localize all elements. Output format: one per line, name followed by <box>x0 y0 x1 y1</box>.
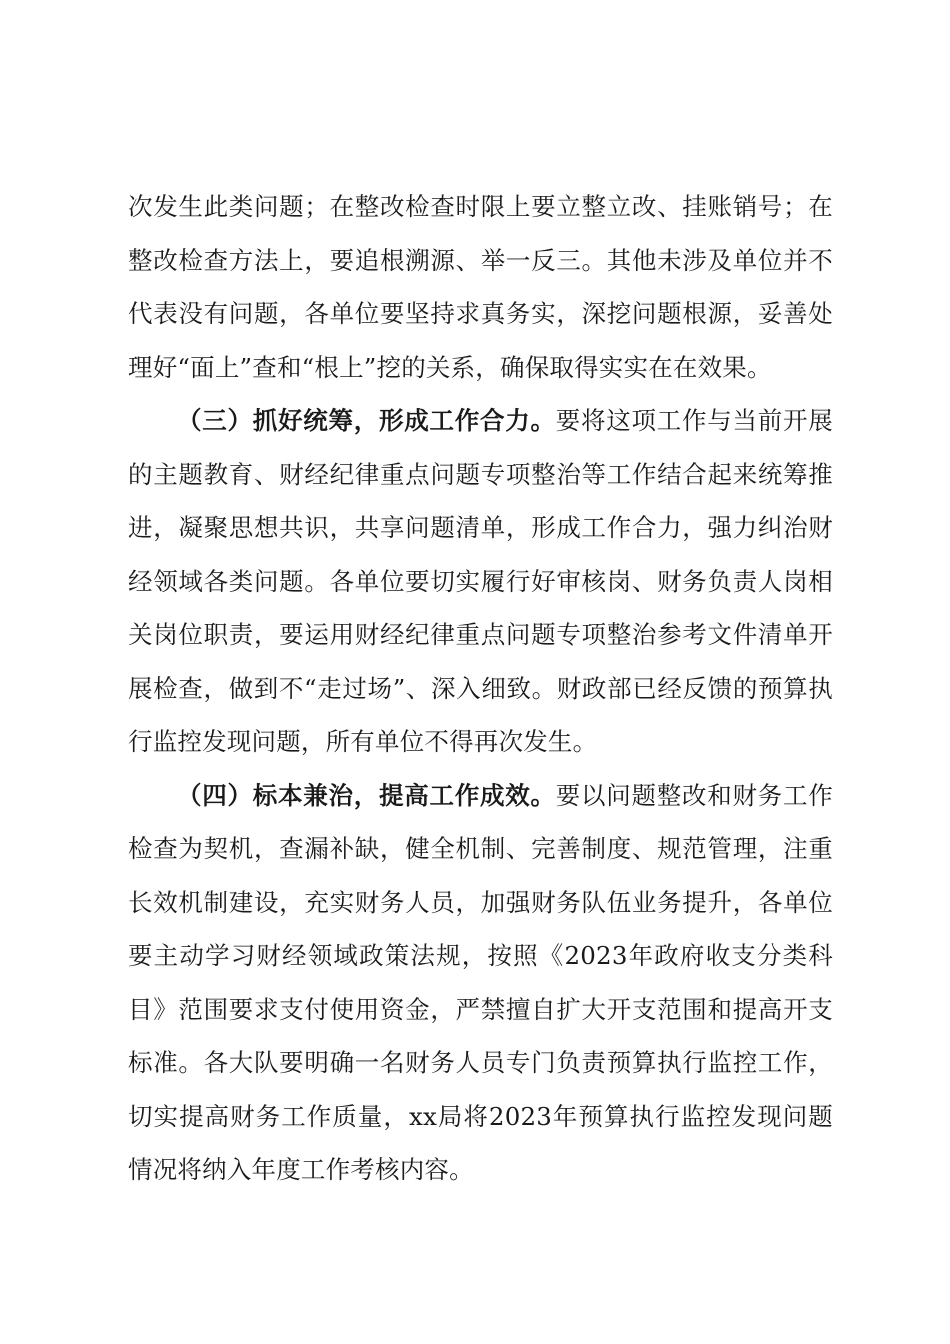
section-heading: （三）抓好统筹，形成工作合力。 <box>177 406 556 435</box>
document-body <box>128 180 833 1197</box>
section-heading: （四）标本兼治，提高工作成效。 <box>177 780 556 810</box>
paragraph-continuation <box>128 180 833 394</box>
paragraph-text: 次发生此类问题；在整改检查时限上要立整立改、挂账销号；在整改检查方法上，要追根溯源、举一反三。其他未涉及单位并不代表没有问题，各单位要坚持求真务实，深挖问题根源，妥善处理好“面上”查和“根上”挖的关系，确保取得实实在在效果。 <box>128 192 833 382</box>
paragraph-text: 要将这项工作与当前开展的主题教育、财经纪律重点问题专项整治等工作结合起来统筹推进，凝聚思想共识，共享问题清单，形成工作合力，强力纠治财经领域各类问题。各单位要切实履行好审核岗、财务负责人岗相关岗位职责，要运用财经纪律重点问题专项整治参考文件清单开展检查，做到不“走过场”、深入细致。财政部已经反馈的预算执行监控发现问题，所有单位不得再次发生。 <box>128 406 833 756</box>
paragraph-text: 要以问题整改和财务工作检查为契机，查漏补缺，健全机制、完善制度、规范管理，注重长效机制建设，充实财务人员，加强财务队伍业务提升，各单位要主动学习财经领域政策法规，按照《2023年政府收支分类科目》范围要求支付使用资金，严禁擅自扩大开支范围和提高开支标准。各大队要明确一名财务人员专门负责预算执行监控工作，切实提高财务工作质量，xx局将2023年预算执行监控发现问题情况将纳入年度工作考核内容。 <box>128 780 833 1184</box>
paragraph-section-3 <box>128 394 833 769</box>
paragraph-section-4 <box>128 769 833 1197</box>
